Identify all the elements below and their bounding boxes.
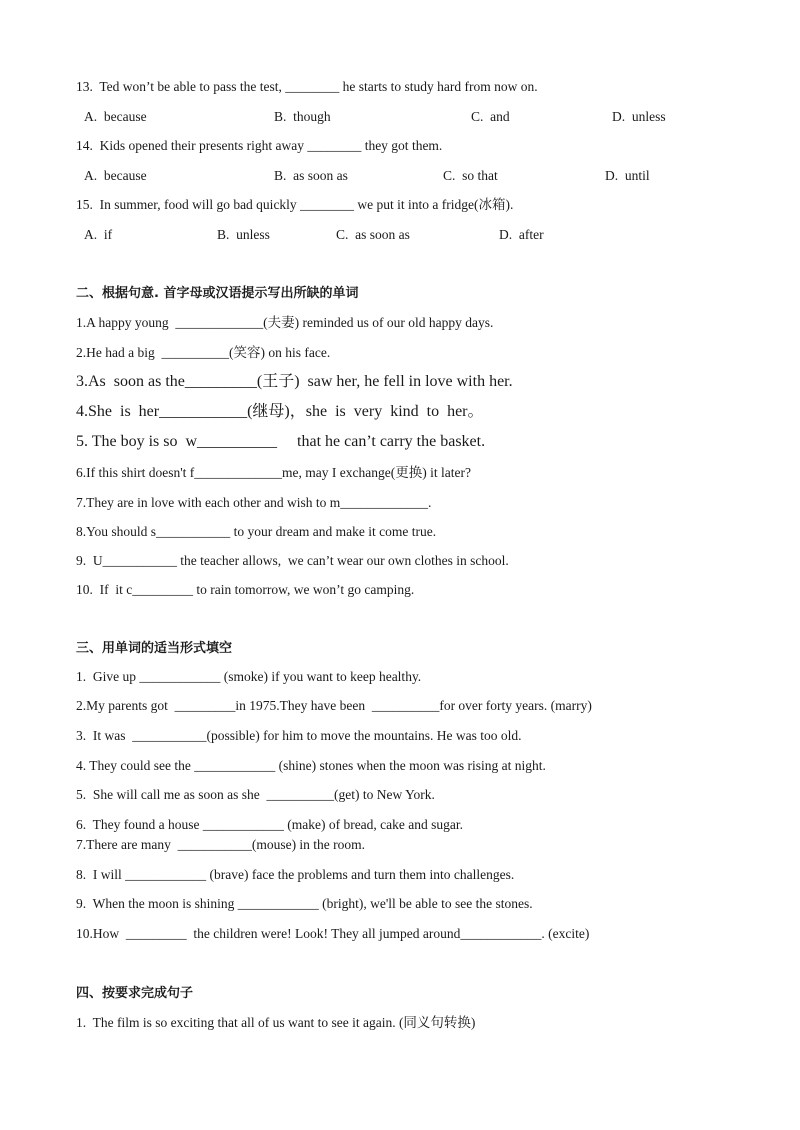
q14-option-b: B. as soon as: [274, 168, 348, 183]
q15-option-d: D. after: [499, 227, 544, 242]
q15-option-b: B. unless: [217, 227, 270, 242]
part3-item-6: 6. They found a house ____________ (make) of bread, cake and sugar.: [76, 817, 464, 832]
q13-option-a: A. because: [84, 109, 147, 124]
part2-item-8: 8.You should s___________ to your dream and make it come true.: [76, 524, 437, 539]
section-heading-3: 三、用单词的适当形式填空: [76, 641, 233, 656]
part2-item-4: 4.She is her___________(继母)，she is very kind to her。: [76, 403, 484, 420]
part3-item-10: 10.How _________ the children were! Look! They all jumped around____________. (excite): [76, 926, 590, 941]
part3-item-4: 4. They could see the ____________ (shine) stones when the moon was rising at night.: [76, 758, 546, 773]
q14-option-c: C. so that: [443, 168, 498, 183]
part2-item-5: 5. The boy is so w__________ that he can’t carry the basket.: [76, 433, 486, 450]
q14-option-d: D. until: [605, 168, 650, 183]
question-15: 15. In summer, food will go bad quickly ________ we put it into a fridge(冰箱).: [76, 197, 514, 212]
q13-option-c: C. and: [471, 109, 510, 124]
part2-item-7: 7.They are in love with each other and wish to m_____________.: [76, 495, 432, 510]
part2-item-10: 10. If it c_________ to rain tomorrow, we won’t go camping.: [76, 582, 415, 597]
part3-item-7: 7.There are many ___________(mouse) in the room.: [76, 837, 366, 852]
section-heading-2: 二、根据句意. 首字母或汉语提示写出所缺的单词: [76, 286, 359, 301]
part4-item-1: 1. The film is so exciting that all of us want to see it again. (同义句转换): [76, 1015, 476, 1030]
part3-item-3: 3. It was ___________(possible) for him to move the mountains. He was too old.: [76, 728, 522, 743]
q15-option-a: A. if: [84, 227, 113, 242]
part2-item-1: 1.A happy young _____________(夫妻) reminded us of our old happy days.: [76, 315, 494, 330]
part2-item-9: 9. U___________ the teacher allows, we can’t wear our own clothes in school.: [76, 553, 509, 568]
question-14: 14. Kids opened their presents right away ________ they got them.: [76, 138, 443, 153]
q13-option-d: D. unless: [612, 109, 666, 124]
part3-item-2: 2.My parents got _________in 1975.They have been __________for over forty years. (marry): [76, 698, 592, 713]
q15-option-c: C. as soon as: [336, 227, 410, 242]
part3-item-9: 9. When the moon is shining ____________ (bright), we'll be able to see the stones.: [76, 896, 533, 911]
part3-item-1: 1. Give up ____________ (smoke) if you want to keep healthy.: [76, 669, 422, 684]
section-heading-4: 四、按要求完成句子: [76, 986, 194, 1001]
question-13: 13. Ted won’t be able to pass the test, ________ he starts to study hard from now on.: [76, 79, 538, 94]
part3-item-8: 8. I will ____________ (brave) face the problems and turn them into challenges.: [76, 867, 515, 882]
part2-item-6: 6.If this shirt doesn't f_____________me, may I exchange(更换) it later?: [76, 465, 471, 480]
part2-item-3: 3.As soon as the_________(王子) saw her, he fell in love with her.: [76, 373, 513, 390]
q13-option-b: B. though: [274, 109, 331, 124]
part3-item-5: 5. She will call me as soon as she __________(get) to New York.: [76, 787, 435, 802]
q14-option-a: A. because: [84, 168, 147, 183]
part2-item-2: 2.He had a big __________(笑容) on his face.: [76, 345, 331, 360]
